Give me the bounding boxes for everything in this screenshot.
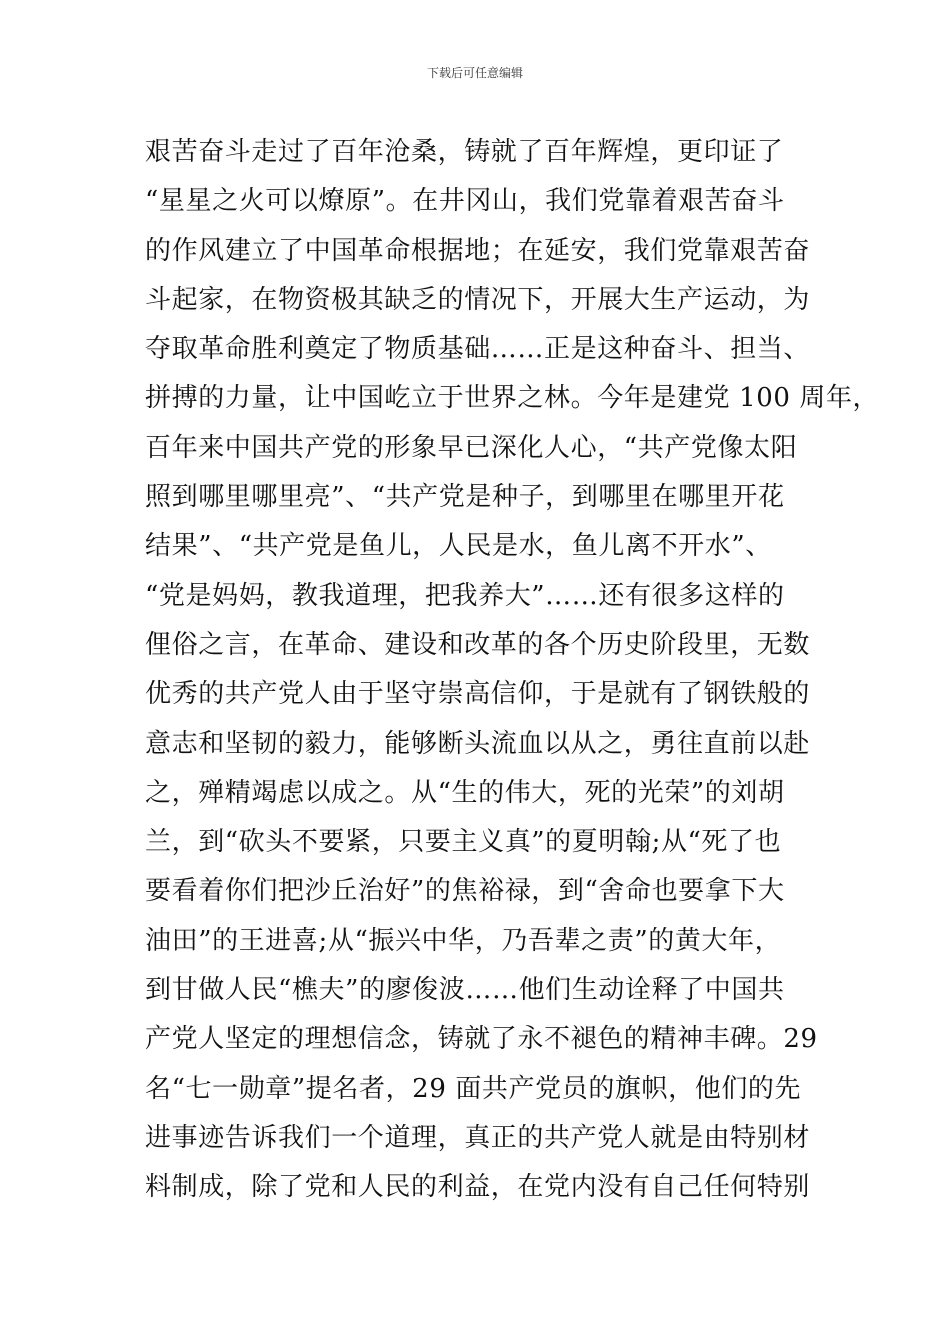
text-line: 夺取革命胜利奠定了物质基础……正是这种奋斗、担当、 — [145, 334, 811, 365]
text-line: 的作风建立了中国革命根据地；在延安，我们党靠艰苦奋 — [145, 235, 811, 266]
text-line: “星星之火可以燎原”。在井冈山，我们党靠着艰苦奋斗 — [145, 186, 785, 217]
text-line: 百年来中国共产党的形象早已深化人心，“共产党像太阳 — [145, 432, 798, 463]
text-line: 之，殚精竭虑以成之。从“生的伟大，死的光荣”的刘胡 — [145, 777, 785, 808]
text-line: 俚俗之言，在革命、建设和改革的各个历史阶段里，无数 — [145, 629, 811, 660]
text-line: 艰苦奋斗走过了百年沧桑，铸就了百年辉煌，更印证了 — [145, 137, 784, 167]
text-line: 优秀的共产党人由于坚守崇高信仰，于是就有了钢铁般的 — [145, 679, 811, 710]
page-header: 下载后可任意编辑 — [426, 66, 523, 80]
text-line: 拼搏的力量，让中国屹立于世界之林。今年是建党 100 周年， — [145, 383, 880, 414]
body-paragraph — [145, 128, 880, 1213]
text-line: 意志和坚韧的毅力，能够断头流血以从之，勇往直前以赴 — [145, 728, 811, 759]
text-line: 油田”的王进喜;从“振兴中华，乃吾辈之责”的黄大年， — [145, 925, 782, 956]
text-line: 名“七一勋章”提名者，29 面共产党员的旗帜，他们的先 — [145, 1073, 802, 1104]
text-line: “党是妈妈，教我道理，把我养大”……还有很多这样的 — [145, 580, 785, 611]
text-line: 到甘做人民“樵夫”的廖俊波……他们生动诠释了中国共 — [145, 975, 785, 1006]
text-line: 进事迹告诉我们一个道理，真正的共产党人就是由特别材 — [145, 1122, 811, 1153]
text-line: 要看着你们把沙丘治好”的焦裕禄，到“舍命也要拿下大 — [145, 876, 785, 907]
text-line: 料制成，除了党和人民的利益，在党内没有自己任何特别 — [145, 1172, 811, 1203]
text-line: 兰，到“砍头不要紧，只要主义真”的夏明翰;从“死了也 — [145, 827, 782, 858]
text-line: 结果”、“共产党是鱼儿，人民是水，鱼儿离不开水”、 — [145, 531, 772, 562]
text-line: 斗起家，在物资极其缺乏的情况下，开展大生产运动，为 — [145, 284, 811, 315]
text-line: 产党人坚定的理想信念，铸就了永不褪色的精神丰碑。29 — [145, 1024, 818, 1055]
text-line: 照到哪里哪里亮”、“共产党是种子，到哪里在哪里开花 — [145, 482, 785, 513]
